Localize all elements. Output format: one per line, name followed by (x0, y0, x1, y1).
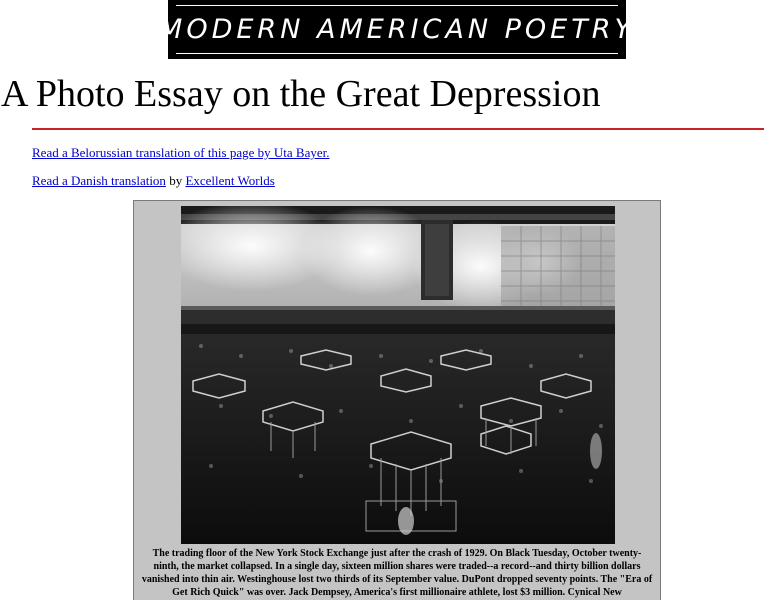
photo-caption: The trading floor of the New York Stock Exchange just after the crash of 1929. On Black Tuesday, October twenty-ninth, the market collapsed. In a single day, sixteen million shares were traded--a record--and thirty billion dollars vanished into thin air. Westinghouse lost two thirds of its September value. DuPont dropped seventy points. The "Era of Get Rich Quick" was over. Jack Dempsey, America's first millionaire athlete, lost $3 million. Cynical New (141, 548, 653, 598)
banner-rule-top (176, 5, 618, 6)
excellent-worlds-link[interactable]: Excellent Worlds (185, 173, 275, 188)
site-banner[interactable] (159, 0, 635, 59)
danish-translation-link[interactable]: Read a Danish translation (32, 173, 166, 188)
title-divider (32, 128, 764, 130)
photo-table (133, 200, 661, 600)
banner-logo-text: MODERN AMERICAN POETRY (159, 14, 635, 45)
banner-rule-bottom (176, 53, 618, 54)
danish-by-text: by (165, 173, 186, 188)
belorussian-translation-link[interactable]: Read a Belorussian translation of this page by Uta Bayer. (32, 145, 330, 160)
danish-translation-line (32, 173, 275, 189)
page-title: A Photo Essay on the Great Depression (1, 73, 601, 115)
belorussian-translation-line (32, 145, 329, 161)
stock-exchange-photo (181, 206, 615, 544)
